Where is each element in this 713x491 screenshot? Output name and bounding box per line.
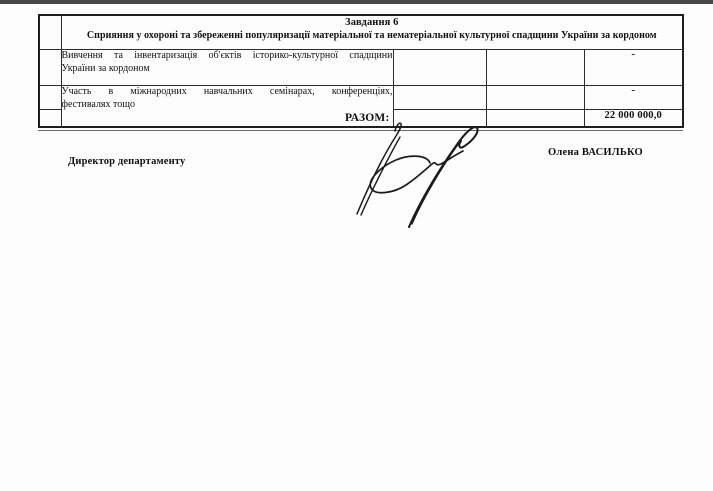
- activity-text-line: Участь в міжнародних навчальних семінарах, конференціях,: [61, 86, 393, 97]
- director-title: Директор департаменту: [68, 156, 186, 167]
- activity-text-cell: [61, 50, 393, 86]
- table-header-row: [39, 15, 683, 50]
- empty-cell: [393, 50, 486, 86]
- empty-cell: [486, 86, 584, 110]
- total-amount: 22 000 000,0: [584, 110, 683, 128]
- signer-name: Олена ВАСИЛЬКО: [548, 147, 643, 158]
- row-number-cell: [39, 15, 61, 50]
- amount-cell: -: [584, 50, 683, 86]
- activity-text-line: фестивалях тощо: [61, 98, 135, 110]
- table-title-cell: [61, 15, 683, 50]
- table-row: [39, 50, 683, 86]
- table-row: [39, 86, 683, 110]
- empty-cell: [393, 86, 486, 110]
- scan-top-bar: [0, 0, 713, 4]
- empty-cell: [486, 110, 584, 128]
- activity-text-line: Вивчення та інвентаризація об'єктів історико-культурної спадщини: [61, 50, 393, 61]
- amount-cell: -: [584, 86, 683, 110]
- row-number-cell: [39, 86, 61, 110]
- total-label: РАЗОМ:: [345, 111, 390, 124]
- task-number-title: Завдання 6: [345, 17, 399, 28]
- task-description-title: Сприяння у охороні та збереженні популяризації матеріальної та нематеріальної культурної спадщини України за кордоном: [86, 30, 657, 41]
- handwritten-signature-icon: [340, 108, 490, 228]
- activity-text-line: України за кордоном: [61, 62, 150, 74]
- row-number-cell: [39, 110, 61, 128]
- row-number-cell: [39, 50, 61, 86]
- empty-cell: [486, 50, 584, 86]
